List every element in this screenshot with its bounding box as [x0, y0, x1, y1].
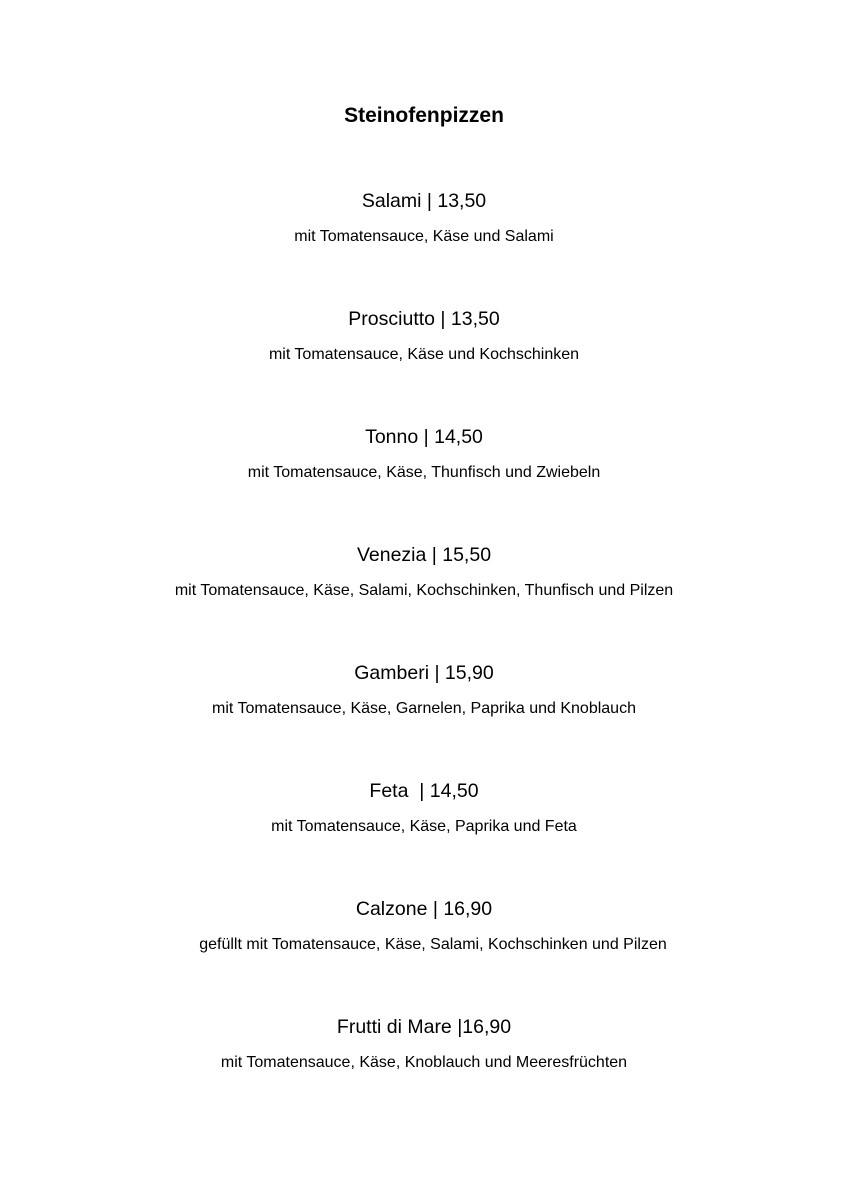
item-name: Prosciutto | 13,50 [348, 308, 500, 330]
item-description: gefüllt mit Tomatensauce, Käse, Salami, Kochschinken und Pilzen [199, 936, 667, 953]
item-description: mit Tomatensauce, Käse und Salami [294, 228, 554, 245]
item-name: Calzone | 16,90 [355, 898, 493, 920]
item-description: mit Tomatensauce, Käse, Salami, Kochschinken, Thunfisch und Pilzen [174, 582, 674, 599]
item-description: mit Tomatensauce, Käse und Kochschinken [268, 346, 580, 363]
menu-item-prosciutto [0, 305, 848, 365]
item-name: Feta | 14,50 [369, 780, 479, 802]
menu-item-feta [0, 777, 848, 837]
menu-item-salami [0, 187, 848, 247]
item-name: Frutti di Mare |16,90 [336, 1016, 512, 1038]
item-description: mit Tomatensauce, Käse, Garnelen, Paprika und Knoblauch [212, 700, 636, 717]
menu-item-venezia [0, 541, 848, 601]
item-name: Salami | 13,50 [361, 190, 487, 212]
item-name: Gamberi | 15,90 [354, 662, 494, 684]
item-description: mit Tomatensauce, Käse, Knoblauch und Meeresfrüchten [220, 1054, 628, 1071]
item-name: Venezia | 15,50 [356, 544, 492, 566]
item-description: mit Tomatensauce, Käse, Paprika und Feta [271, 818, 577, 835]
menu-title: Steinofenpizzen [344, 104, 504, 127]
item-description: mit Tomatensauce, Käse, Thunfisch und Zwiebeln [247, 464, 601, 481]
menu-item-frutti-di-mare [0, 1013, 848, 1073]
menu-item-tonno [0, 423, 848, 483]
item-name: Tonno | 14,50 [365, 426, 483, 448]
menu-item-calzone [0, 895, 848, 955]
menu-item-gamberi [0, 659, 848, 719]
